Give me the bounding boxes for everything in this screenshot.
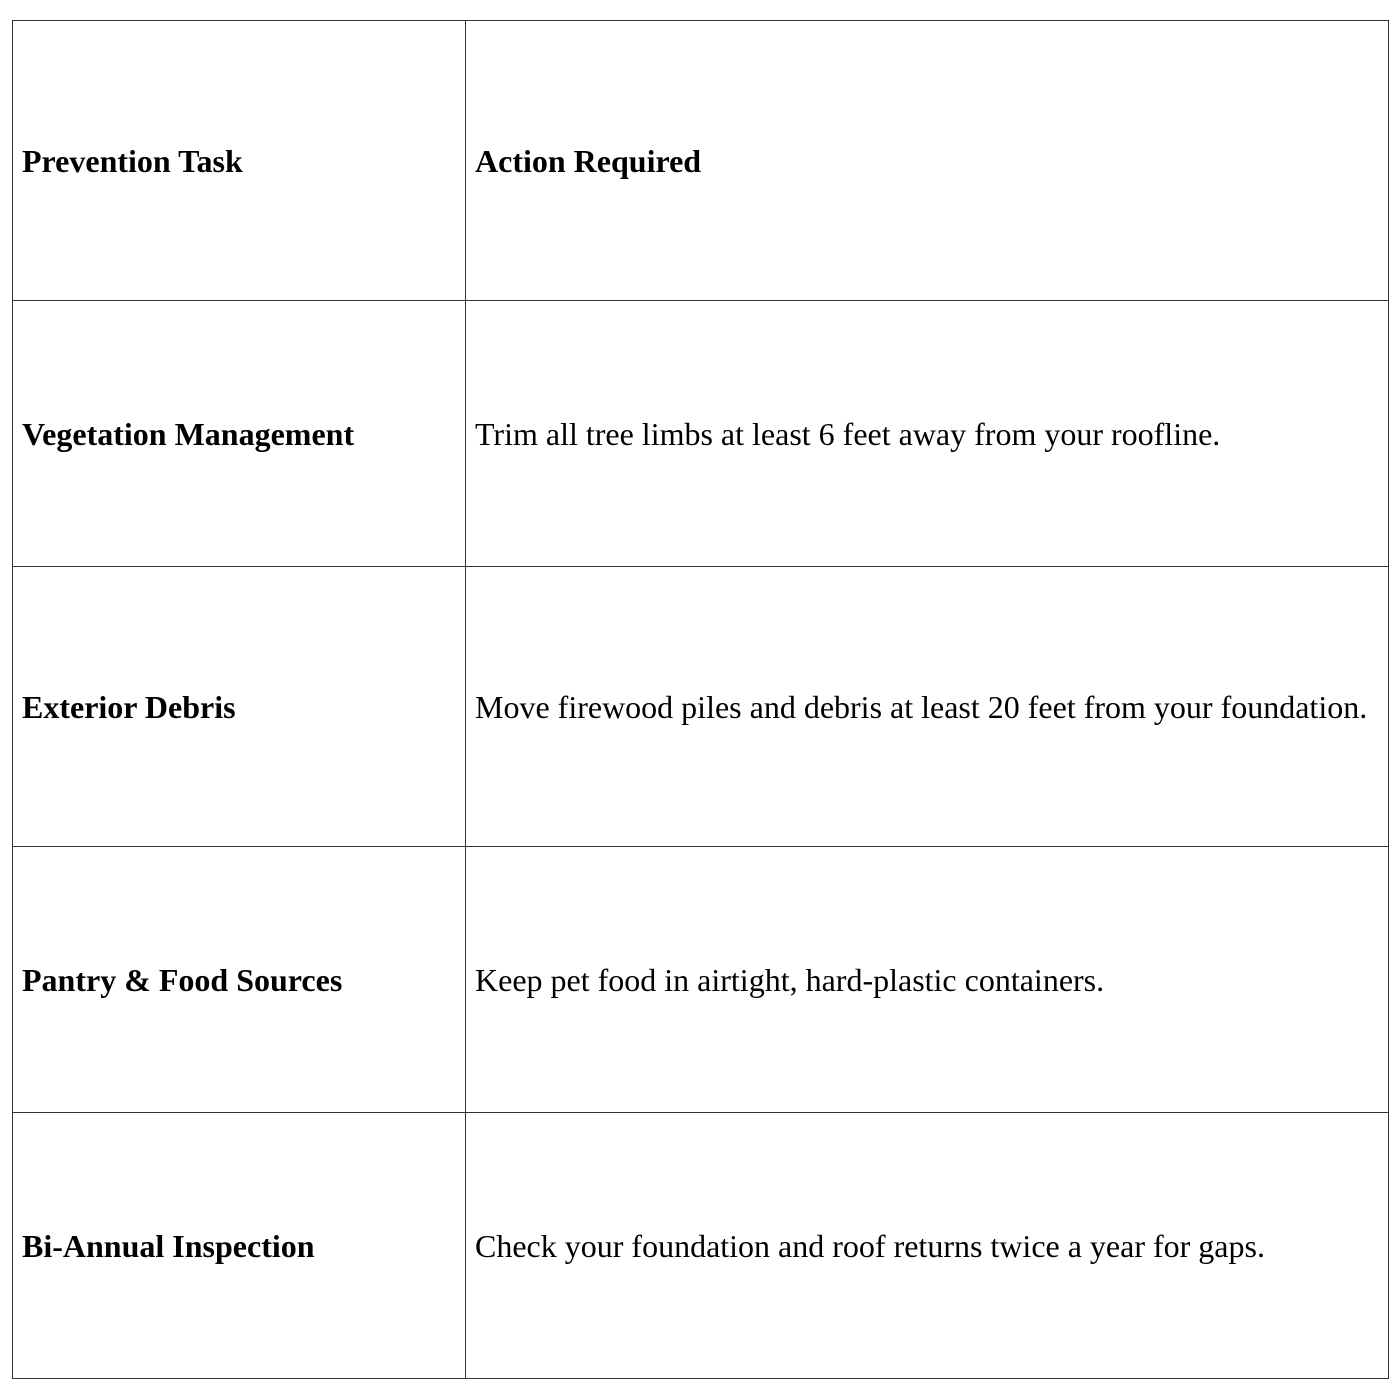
task-cell: Vegetation Management [13,301,466,567]
action-cell: Trim all tree limbs at least 6 feet away from your roofline. [466,301,1389,567]
action-cell: Move firewood piles and debris at least 20 feet from your foundation. [466,567,1389,847]
table-row [13,567,1389,847]
task-cell: Bi-Annual Inspection [13,1113,466,1379]
table-row [13,847,1389,1113]
header-action-required: Action Required [466,21,1389,301]
task-cell: Exterior Debris [13,567,466,847]
action-cell: Check your foundation and roof returns twice a year for gaps. [466,1113,1389,1379]
prevention-table [12,20,1389,1379]
action-cell: Keep pet food in airtight, hard-plastic containers. [466,847,1389,1113]
table-header-row [13,21,1389,301]
header-prevention-task: Prevention Task [13,21,466,301]
table-row [13,301,1389,567]
task-cell: Pantry & Food Sources [13,847,466,1113]
table-row [13,1113,1389,1379]
